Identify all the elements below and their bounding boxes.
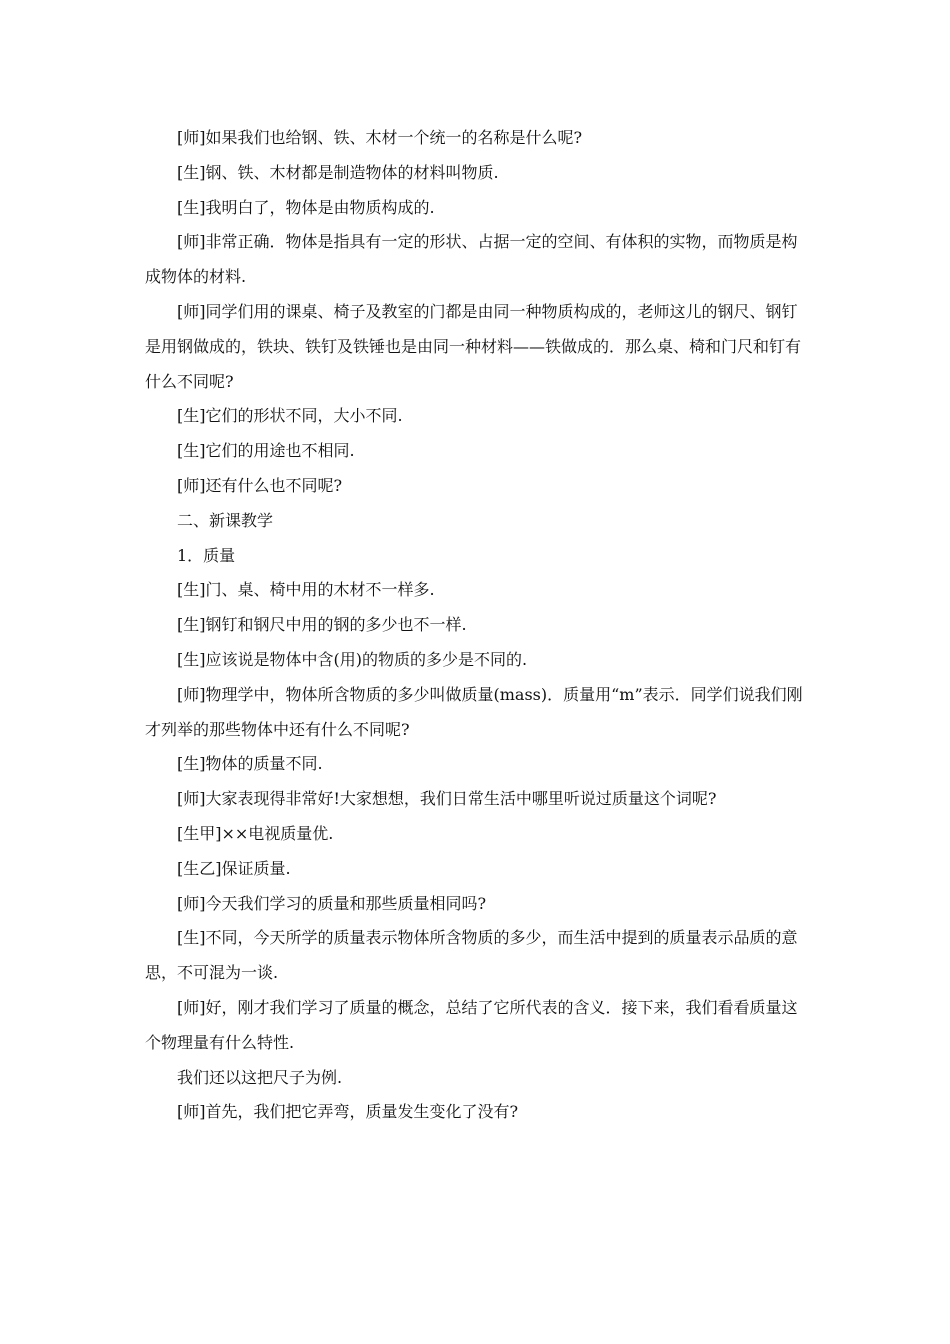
paragraph: [生]门、桌、椅中用的木材不一样多. (177, 580, 435, 600)
paragraph: [师]好，刚才我们学习了质量的概念，总结了它所代表的含义．接下来，我们看看质量这个物理量有什么特性. (145, 997, 798, 1052)
paragraph: [生]它们的形状不同，大小不同. (177, 406, 403, 426)
subsection-heading: 1．质量 (177, 545, 236, 565)
paragraph: [生]不同，今天所学的质量表示物体所含物质的多少，而生活中提到的质量表示品质的意思，不可混为一谈. (145, 928, 798, 983)
paragraph: [师]首先，我们把它弄弯，质量发生变化了没有? (177, 1102, 519, 1122)
lesson-transcript (145, 121, 810, 1130)
paragraph: [师]物理学中，物体所含物质的多少叫做质量(mass)．质量用“m”表示．同学们说我们刚才列举的那些物体中还有什么不同呢? (145, 684, 803, 739)
paragraph: [师]还有什么也不同呢? (177, 475, 343, 495)
paragraph: [生]钢钉和钢尺中用的钢的多少也不一样. (177, 615, 467, 635)
paragraph: [生]应该说是物体中含(用)的物质的多少是不同的. (177, 649, 528, 669)
paragraph: [生]钢、铁、木材都是制造物体的材料叫物质. (177, 162, 499, 182)
paragraph: [师]非常正确．物体是指具有一定的形状、占据一定的空间、有体积的实物，而物质是构成物体的材料. (145, 232, 798, 287)
paragraph: [师]今天我们学习的质量和那些质量相同吗? (177, 893, 487, 913)
paragraph: 我们还以这把尺子为例. (177, 1067, 343, 1087)
paragraph: [师]如果我们也给钢、铁、木材一个统一的名称是什么呢? (177, 128, 583, 147)
paragraph: [生]我明白了，物体是由物质构成的. (177, 197, 435, 217)
paragraph: [生]物体的质量不同. (177, 754, 323, 774)
paragraph: [师]大家表现得非常好!大家想想，我们日常生活中哪里听说过质量这个词呢? (177, 789, 717, 809)
section-heading: 二、新课教学 (177, 510, 274, 530)
paragraph: [师]同学们用的课桌、椅子及教室的门都是由同一种物质构成的，老师这儿的钢尺、钢钉是用钢做成的，铁块、铁钉及铁锤也是由同一种材料——铁做成的．那么桌、椅和门尺和钉有什么不同呢? (145, 301, 802, 391)
paragraph: [生甲]××电视质量优. (177, 823, 334, 843)
paragraph: [生乙]保证质量. (177, 858, 291, 878)
paragraph: [生]它们的用途也不相同. (177, 441, 355, 461)
